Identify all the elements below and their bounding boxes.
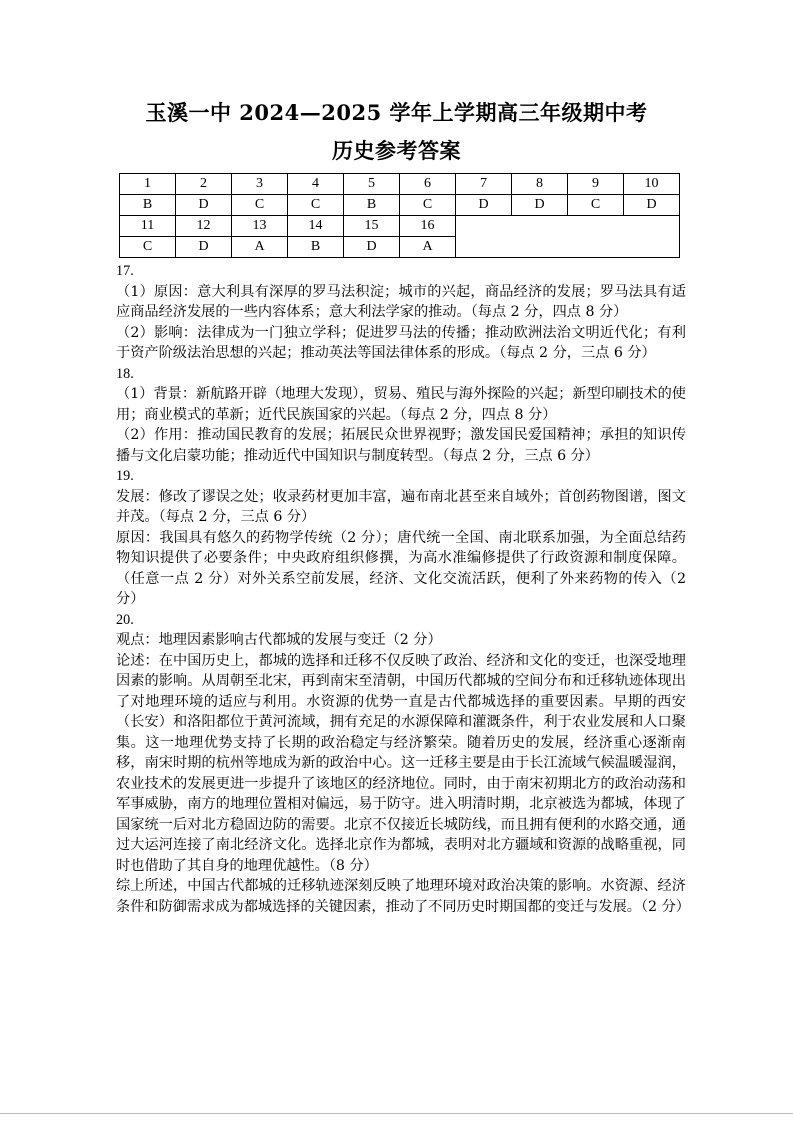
page-bottom-divider xyxy=(0,1113,793,1114)
table-cell: 1 xyxy=(120,174,176,195)
table-cell: 14 xyxy=(288,216,344,237)
q20-argument: 论述：在中国历史上，都城的选择和迁移不仅反映了政治、经济和文化的变迁，也深受地理因素的影响。从周朝至北宋，再到南宋至清朝，中国历代都城的空间分布和迁移轨迹体现出了对地理环境的适应与利用。水资源的优势一直是古代都城选择的重要因素。早期的西安（长安）和洛阳都位于黄河流域，拥有充足的水源保障和灌溉条件，利于农业发展和人口聚集。这一地理优势支持了长期的政治稳定与经济繁荣。随着历史的发展，经济重心逐渐南移，南宋时期的杭州等地成为新的政治中心。这一迁移主要是由于长江流域气候温暖湿润，农业技术的发展更进一步提升了该地区的经济地位。同时，由于南宋初期北方的政治动荡和军事威胁，南方的地理位置相对偏远，易于防守。进入明清时期，北京被选为都城，体现了国家统一后对北方稳固边防的需要。北京不仅接近长城防线，而且拥有便利的水路交通，通过大运河连接了南北经济文化。选择北京作为都城，表明对北方疆域和资源的战略重视，同时也借助了其自身的地理优越性。（8 分） xyxy=(116,652,686,874)
table-cell: 13 xyxy=(232,216,288,237)
table-cell: 7 xyxy=(456,174,512,195)
page-title: 玉溪一中 2024—2025 学年上学期高三年级期中考 xyxy=(145,100,648,125)
table-cell: D xyxy=(456,195,512,216)
table-cell: D xyxy=(176,237,232,258)
q18-part2: （2）作用：推动国民教育的发展；拓展民众世界视野；激发国民爱国精神；承担的知识传播与文化启蒙功能；推动近代中国知识与制度转型。（每点 2 分，三点 6 分） xyxy=(116,427,686,464)
q20-viewpoint: 观点：地理因素影响古代都城的发展与变迁（2 分） xyxy=(116,632,442,648)
q20-conclusion: 综上所述，中国古代都城的迁移轨迹深刻反映了地理环境对政治决策的影响。水资源、经济条件和防御需求成为都城选择的关键因素，推动了不同历史时期国都的变迁与发展。（2 分） xyxy=(116,878,690,915)
table-cell: 12 xyxy=(176,216,232,237)
table-cell: C xyxy=(400,195,456,216)
table-cell: C xyxy=(568,195,624,216)
table-cell: D xyxy=(176,195,232,216)
table-cell: 8 xyxy=(512,174,568,195)
table-cell: 11 xyxy=(120,216,176,237)
q19-part2: 原因：我国具有悠久的药物学传统（2 分）；唐代统一全国、南北联系加强，为全面总结药物知识提供了必要条件；中央政府组织修撰，为高水准编修提供了行政资源和制度保障。（任意一点 2 分）对外关系空前发展，经济、文化交流活跃，便利了外来药物的传入（2 分） xyxy=(116,529,686,607)
table-cell: C xyxy=(288,195,344,216)
table-cell: B xyxy=(120,195,176,216)
question-number-19: 19. xyxy=(116,468,134,484)
table-cell: A xyxy=(232,237,288,258)
table-cell: 15 xyxy=(344,216,400,237)
table-cell: D xyxy=(344,237,400,258)
table-cell: 3 xyxy=(232,174,288,195)
q17-part1: （1）原因：意大利具有深厚的罗马法积淀；城市的兴起，商品经济的发展；罗马法具有适应商品经济发展的一些内容体系；意大利法学家的推动。（每点 2 分，四点 8 分） xyxy=(116,283,686,320)
question-number-17: 17. xyxy=(116,263,134,279)
question-number-18: 18. xyxy=(116,365,134,382)
table-cell: 10 xyxy=(624,174,680,195)
table-cell: D xyxy=(624,195,680,216)
table-cell: 2 xyxy=(176,174,232,195)
table-cell: C xyxy=(232,195,288,216)
table-cell: 9 xyxy=(568,174,624,195)
q17-part2: （2）影响：法律成为一门独立学科；促进罗马法的传播；推动欧洲法治文明近代化；有利于资产阶级法治思想的兴起；推动英法等国法律体系的形成。（每点 2 分，三点 6 分） xyxy=(116,324,686,361)
q19-part1: 发展：修改了谬误之处；收录药材更加丰富，遍布南北甚至来自域外；首创药物图谱，图文并茂。（每点 2 分，三点 6 分） xyxy=(116,488,686,525)
table-row-numbers-1 xyxy=(120,174,680,195)
table-cell: 16 xyxy=(400,216,456,237)
table-cell: B xyxy=(344,195,400,216)
table-row-numbers-2 xyxy=(120,216,680,237)
page-subtitle: 历史参考答案 xyxy=(332,138,461,163)
table-row-answers-1 xyxy=(120,195,680,216)
table-cell: 4 xyxy=(288,174,344,195)
table-cell: B xyxy=(288,237,344,258)
question-number-20: 20. xyxy=(116,611,134,628)
table-cell: D xyxy=(512,195,568,216)
answer-body xyxy=(116,261,690,917)
q18-part1: （1）背景：新航路开辟（地理大发现），贸易、殖民与海外探险的兴起；新型印刷技术的使用；商业模式的革新；近代民族国家的兴起。（每点 2 分，四点 8 分） xyxy=(116,386,686,423)
answer-table xyxy=(119,173,680,258)
table-cell: 6 xyxy=(400,174,456,195)
table-cell: A xyxy=(400,237,456,258)
table-cell: 5 xyxy=(344,174,400,195)
table-cell: C xyxy=(120,237,176,258)
table-blank-cell xyxy=(456,216,680,258)
